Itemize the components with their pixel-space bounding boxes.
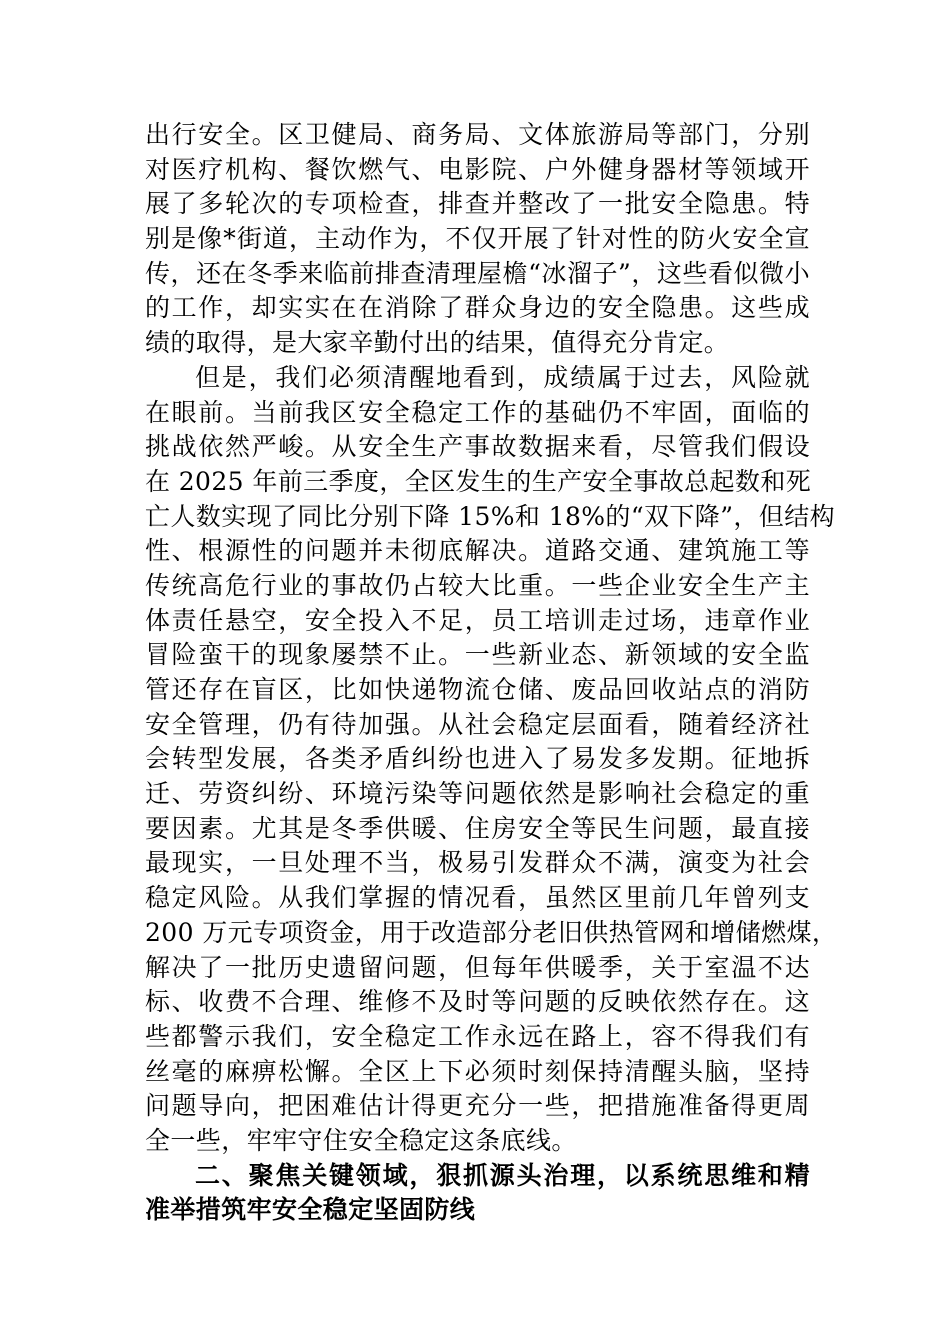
text-line: 性、根源性的问题并未彻底解决。道路交通、建筑施工等 [145, 536, 810, 566]
paragraph-risks [145, 361, 838, 1159]
text-line: 挑战依然严峻。从安全生产事故数据来看，尽管我们假设 [145, 432, 810, 462]
text-line: 冒险蛮干的现象屡禁不止。一些新业态、新领域的安全监 [145, 640, 810, 670]
text-line: 绩的取得，是大家辛勤付出的结果，值得充分肯定。 [145, 328, 730, 358]
text-line: 全一些，牢牢守住安全稳定这条底线。 [145, 1125, 577, 1155]
heading-line: 准举措筑牢安全稳定坚固防线 [145, 1195, 476, 1225]
text-line: 丝毫的麻痹松懈。全区上下必须时刻保持清醒头脑，坚持 [145, 1056, 810, 1086]
text-line: 别是像*街道，主动作为，不仅开展了针对性的防火安全宣 [145, 224, 810, 254]
text-line: 解决了一批历史遗留问题，但每年供暖季，关于室温不达 [145, 952, 810, 982]
section-heading [145, 1159, 810, 1228]
text-line: 体责任悬空，安全投入不足，员工培训走过场，违章作业 [145, 605, 810, 635]
text-line: 在眼前。当前我区安全稳定工作的基础仍不牢固，面临的 [145, 397, 810, 427]
text-line: 200 万元专项资金，用于改造部分老旧供热管网和增储燃煤， [145, 917, 838, 947]
text-line: 问题导向，把困难估计得更充分一些，把措施准备得更周 [145, 1091, 810, 1121]
text-line: 但是，我们必须清醒地看到，成绩属于过去，风险就 [195, 362, 810, 392]
text-line: 稳定风险。从我们掌握的情况看，虽然区里前几年曾列支 [145, 883, 810, 913]
paragraph-achievements [145, 118, 810, 361]
text-line: 展了多轮次的专项检查，排查并整改了一批安全隐患。特 [145, 189, 810, 219]
text-line: 些都警示我们，安全稳定工作永远在路上，容不得我们有 [145, 1021, 810, 1051]
text-line: 传统高危行业的事故仍占较大比重。一些企业安全生产主 [145, 570, 810, 600]
text-line: 最现实，一旦处理不当，极易引发群众不满，演变为社会 [145, 848, 810, 878]
heading-line: 二、聚焦关键领域，狠抓源头治理，以系统思维和精 [195, 1160, 810, 1190]
text-line: 要因素。尤其是冬季供暖、住房安全等民生问题，最直接 [145, 813, 810, 843]
text-line: 传，还在冬季来临前排查清理屋檐“冰溜子”，这些看似微小 [145, 258, 810, 288]
text-line: 亡人数实现了同比分别下降 15%和 18%的“双下降”，但结构 [145, 501, 835, 531]
text-line: 会转型发展，各类矛盾纠纷也进入了易发多发期。征地拆 [145, 744, 810, 774]
text-line: 对医疗机构、餐饮燃气、电影院、户外健身器材等领域开 [145, 154, 810, 184]
text-line: 的工作，却实实在在消除了群众身边的安全隐患。这些成 [145, 293, 810, 323]
text-line: 安全管理，仍有待加强。从社会稳定层面看，随着经济社 [145, 709, 810, 739]
text-line: 迁、劳资纠纷、环境污染等问题依然是影响社会稳定的重 [145, 779, 810, 809]
document-body [145, 118, 838, 1228]
text-line: 出行安全。区卫健局、商务局、文体旅游局等部门，分别 [145, 120, 810, 149]
text-line: 标、收费不合理、维修不及时等问题的反映依然存在。这 [145, 987, 810, 1017]
text-line: 在 2025 年前三季度，全区发生的生产安全事故总起数和死 [145, 466, 812, 496]
text-line: 管还存在盲区，比如快递物流仓储、废品回收站点的消防 [145, 675, 810, 704]
